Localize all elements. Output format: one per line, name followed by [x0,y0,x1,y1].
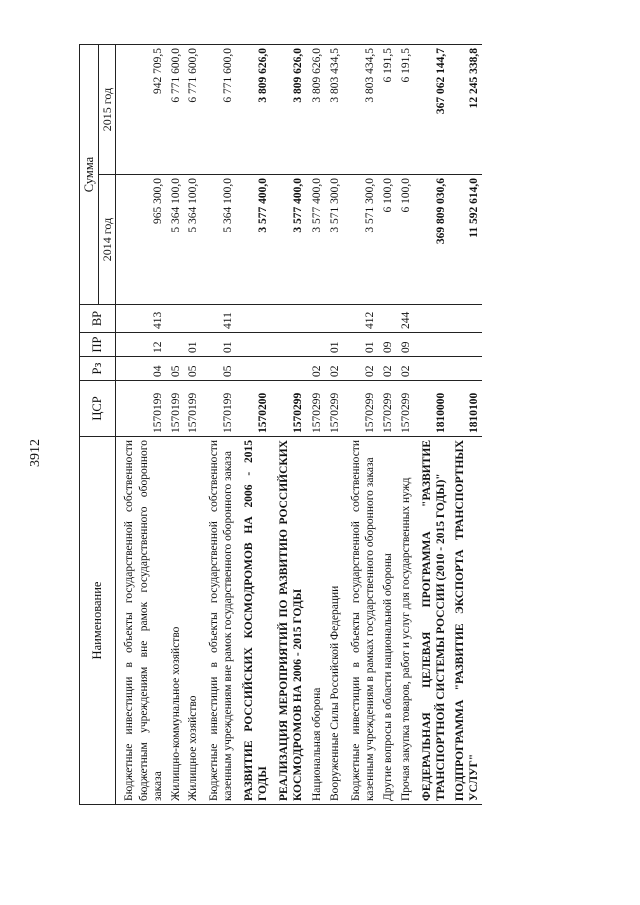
row-vr [271,305,306,333]
header-pr: ПР [80,333,116,357]
header-2014: 2014 год [99,175,116,305]
row-name: Бюджетные инвестиции в объекты государственной собственности бюджетным учреждениям вне рамок государственного оборонного заказа [116,437,166,805]
row-sum-2014: 11 592 614,0 [449,175,482,305]
row-vr [378,305,396,333]
row-sum-2014: 6 100,0 [378,175,396,305]
row-name: ФЕДЕРАЛЬНАЯ ЦЕЛЕВАЯ ПРОГРАММА "РАЗВИТИЕ ТРАНСПОРТНОЙ СИСТЕМЫ РОССИИ (2010 - 2015 ГОДЫ)" [414,437,449,805]
row-sum-2015: 6 771 600,0 [201,45,236,175]
row-sum-2014: 3 577 400,0 [271,175,306,305]
budget-table [79,44,482,805]
header-rz: Рз [80,357,116,381]
row-sum-2015: 3 809 626,0 [306,45,325,175]
row-rz: 04 [116,357,166,381]
row-sum-2015: 367 062 144,7 [414,45,449,175]
row-name: РЕАЛИЗАЦИЯ МЕРОПРИЯТИЙ ПО РАЗВИТИЮ РОССИЙСКИХ КОСМОДРОМОВ НА 2006 - 2015 ГОДЫ [271,437,306,805]
row-sum-2015: 3 803 434,5 [343,45,378,175]
row-name: Жилищно-коммунальное хозяйство [166,437,184,805]
row-rz [414,357,449,381]
row-rz: 02 [395,357,414,381]
row-vr [236,305,271,333]
header-name: Наименование [80,437,116,805]
row-name: Национальная оборона [306,437,325,805]
row-sum-2015: 3 803 434,5 [324,45,343,175]
row-rz: 05 [166,357,184,381]
row-name: Другие вопросы в области национальной обороны [378,437,396,805]
row-csr: 1570299 [395,381,414,437]
row-csr: 1570299 [378,381,396,437]
row-pr [449,333,482,357]
row-pr: 12 [116,333,166,357]
row-sum-2014: 3 571 300,0 [343,175,378,305]
row-csr: 1570299 [271,381,306,437]
row-name: Бюджетные инвестиции в объекты государственной собственности казенным учреждениям вне рамок государственного оборонного заказа [201,437,236,805]
row-csr: 1570199 [183,381,201,437]
row-vr: 412 [343,305,378,333]
row-vr: 411 [201,305,236,333]
table-row [201,45,236,805]
row-sum-2014: 5 364 100,0 [166,175,184,305]
row-sum-2014: 5 364 100,0 [183,175,201,305]
row-csr: 1570200 [236,381,271,437]
row-pr [414,333,449,357]
row-sum-2015: 6 771 600,0 [166,45,184,175]
row-name: Прочая закупка товаров, работ и услуг для государственных нужд [395,437,414,805]
row-pr: 09 [378,333,396,357]
row-pr [271,333,306,357]
table-row [324,45,343,805]
table-body [116,45,482,805]
row-rz: 05 [183,357,201,381]
row-sum-2014: 5 364 100,0 [201,175,236,305]
row-vr: 413 [116,305,166,333]
row-csr: 1570299 [343,381,378,437]
row-name: ПОДПРОГРАММА "РАЗВИТИЕ ЭКСПОРТА ТРАНСПОРТНЫХ УСЛУГ" [449,437,482,805]
row-vr [183,305,201,333]
row-name: Жилищное хозяйство [183,437,201,805]
row-rz [236,357,271,381]
table-row [378,45,396,805]
row-rz: 02 [306,357,325,381]
header-2015: 2015 год [99,45,116,175]
row-rz [449,357,482,381]
row-vr [449,305,482,333]
row-sum-2014: 965 300,0 [116,175,166,305]
row-sum-2015: 6 191,5 [378,45,396,175]
row-rz [271,357,306,381]
row-vr [324,305,343,333]
table-row [183,45,201,805]
row-csr: 1570199 [116,381,166,437]
row-vr: 244 [395,305,414,333]
row-sum-2015: 12 245 338,8 [449,45,482,175]
table-row [395,45,414,805]
row-csr: 1570199 [166,381,184,437]
row-rz: 02 [378,357,396,381]
row-csr: 1810000 [414,381,449,437]
row-sum-2015: 6 191,5 [395,45,414,175]
table-row [414,45,449,805]
row-sum-2015: 6 771 600,0 [183,45,201,175]
row-pr: 09 [395,333,414,357]
table-row [449,45,482,805]
row-pr: 01 [343,333,378,357]
row-vr [166,305,184,333]
row-vr [414,305,449,333]
header-vr: ВР [80,305,116,333]
row-pr: 01 [183,333,201,357]
row-name: Вооруженные Силы Российской Федерации [324,437,343,805]
row-sum-2014: 3 577 400,0 [306,175,325,305]
row-rz: 05 [201,357,236,381]
row-pr [166,333,184,357]
row-pr [236,333,271,357]
header-sum: Сумма [80,45,99,305]
row-name: Бюджетные инвестиции в объекты государственной собственности казенным учреждениям в рамках государственного оборонного заказа [343,437,378,805]
table-row [116,45,166,805]
page-number: 3912 [28,439,43,467]
row-pr: 01 [324,333,343,357]
row-csr: 1570299 [306,381,325,437]
table-row [236,45,271,805]
row-sum-2014: 3 577 400,0 [236,175,271,305]
row-name: РАЗВИТИЕ РОССИЙСКИХ КОСМОДРОМОВ НА 2006 - 2015 ГОДЫ [236,437,271,805]
row-sum-2014: 3 571 300,0 [324,175,343,305]
table-row [343,45,378,805]
table-row [166,45,184,805]
table-row [306,45,325,805]
table-row [271,45,306,805]
row-vr [306,305,325,333]
row-csr: 1810100 [449,381,482,437]
row-rz: 02 [324,357,343,381]
row-sum-2014: 369 809 030,6 [414,175,449,305]
row-sum-2014: 6 100,0 [395,175,414,305]
row-csr: 1570199 [201,381,236,437]
row-sum-2015: 3 809 626,0 [271,45,306,175]
row-rz: 02 [343,357,378,381]
row-csr: 1570299 [324,381,343,437]
row-pr: 01 [201,333,236,357]
row-sum-2015: 942 709,5 [116,45,166,175]
row-sum-2015: 3 809 626,0 [236,45,271,175]
header-csr: ЦСР [80,381,116,437]
row-pr [306,333,325,357]
